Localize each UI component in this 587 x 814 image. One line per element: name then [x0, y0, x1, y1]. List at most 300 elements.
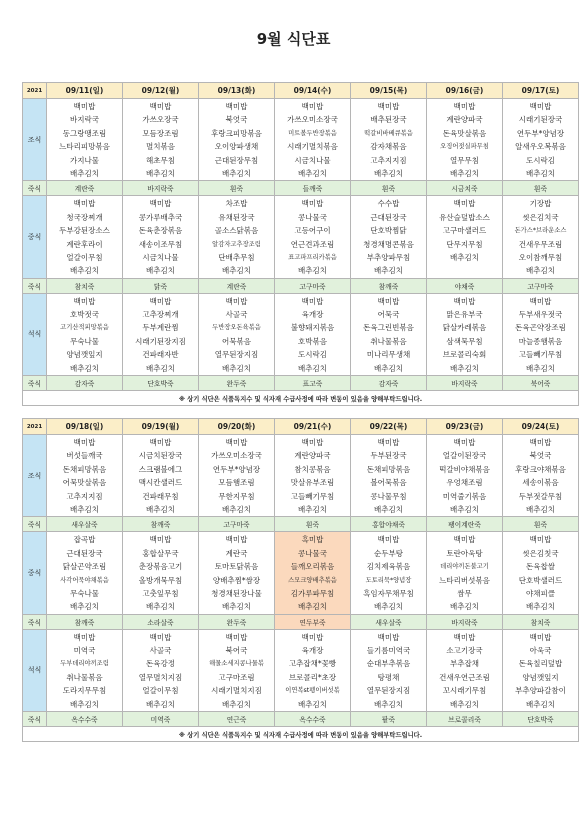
breakfast-label: 조식 — [23, 435, 47, 517]
menu-item: 모듬장조림 — [142, 128, 179, 138]
lunch-day-cell — [275, 196, 351, 278]
date-header: 09/21(수) — [275, 419, 351, 435]
menu-item: 백미밥 — [453, 199, 476, 209]
dinner-day-cell — [47, 293, 123, 375]
lunch-label: 중식 — [23, 532, 47, 614]
menu-item: 시래기된장국 — [518, 115, 563, 125]
menu-item: 배추김치 — [450, 363, 479, 373]
juk-cell: 완두죽 — [199, 614, 275, 629]
menu-item: 무한지무침 — [218, 491, 255, 501]
dinner-day-cell — [275, 629, 351, 711]
juk-cell: 닭죽 — [123, 278, 199, 293]
menu-item: 아욱국 — [529, 646, 552, 656]
juk-cell: 브로콜리죽 — [427, 712, 503, 727]
year-label: 2021 — [23, 419, 47, 435]
menu-item: 근대된장국 — [66, 548, 103, 558]
menu-item: 동그랑땡조림 — [62, 128, 107, 138]
dinner-label: 석식 — [23, 293, 47, 375]
breakfast-day-cell — [275, 435, 351, 517]
dinner-juk-row — [23, 376, 579, 391]
menu-item: 사골국 — [149, 646, 172, 656]
menu-item: 유산슬덮밥소스 — [439, 212, 490, 222]
menu-item: 삼색묵무침 — [446, 336, 483, 346]
juk-cell: 야채죽 — [427, 278, 503, 293]
menu-item: 백미밥 — [453, 632, 476, 642]
menu-item: 배추김치 — [374, 699, 403, 709]
menu-item: 배추된장국 — [370, 115, 407, 125]
dinner-label: 석식 — [23, 629, 47, 711]
menu-item: 후랑크피망볶음 — [211, 128, 262, 138]
juk-cell: 팽이계란죽 — [427, 517, 503, 532]
menu-item: 시금치된장국 — [138, 451, 183, 461]
menu-item: 도시락김 — [526, 155, 555, 165]
menu-item: 맥시칸샐러드 — [138, 478, 183, 488]
juk-cell: 흰죽 — [351, 181, 427, 196]
menu-item: 배추김치 — [526, 363, 555, 373]
menu-item: 배추김치 — [222, 699, 251, 709]
menu-item: 순두부탕 — [374, 548, 403, 558]
menu-item: 배추김치 — [526, 168, 555, 178]
menu-item: 고들빼기무침 — [518, 350, 563, 360]
menu-item: 백미밥 — [225, 632, 248, 642]
juk-cell: 들깨죽 — [275, 181, 351, 196]
date-header: 09/19(월) — [123, 419, 199, 435]
juk-cell: 단호박죽 — [503, 712, 579, 727]
menu-item: 배추김치 — [222, 168, 251, 178]
lunch-day-cell — [123, 196, 199, 278]
menu-item: 단호박샐러드 — [518, 575, 563, 585]
menu-item: 고추지지짐 — [66, 491, 103, 501]
menu-item: 닭살카레볶음 — [442, 323, 487, 333]
juk-cell: 연근죽 — [199, 712, 275, 727]
menu-item: 백미밥 — [301, 438, 324, 447]
menu-item: 무숙나물 — [70, 336, 99, 346]
date-header: 09/22(목) — [351, 419, 427, 435]
menu-item: 배추김치 — [146, 363, 175, 373]
menu-item: 흑임자무채무침 — [363, 588, 414, 598]
menu-item: 두부강된장소스 — [59, 226, 110, 236]
juk-cell: 흰죽 — [199, 181, 275, 196]
menu-item: 얼갈이무침 — [66, 252, 103, 262]
juk-cell: 참치죽 — [47, 278, 123, 293]
juk-cell: 참깨죽 — [47, 614, 123, 629]
week-2-table — [22, 418, 579, 742]
menu-item: 배추김치 — [526, 602, 555, 612]
lunch-row — [23, 532, 579, 614]
menu-item: 배추김치 — [450, 168, 479, 178]
dinner-day-cell — [199, 629, 275, 711]
menu-item: 브로콜리숙회 — [442, 350, 487, 360]
menu-item: 연두부*양념장 — [212, 464, 261, 474]
menu-item: 백미밥 — [453, 296, 476, 306]
menu-item: 표고파프리카볶음 — [288, 253, 337, 261]
breakfast-day-cell — [427, 435, 503, 517]
lunch-label: 중식 — [23, 196, 47, 278]
menu-item: 우엉채조림 — [446, 478, 483, 488]
juk-cell: 옥수수죽 — [275, 712, 351, 727]
menu-item: 호박젓국 — [70, 310, 99, 320]
lunch-day-cell — [123, 532, 199, 614]
date-header: 09/14(수) — [275, 83, 351, 99]
menu-item: 고춧잎무침 — [142, 588, 179, 598]
menu-item: 육개장 — [301, 310, 324, 320]
menu-item: 고구마조림 — [218, 672, 255, 682]
menu-item: 돈육칠리덮밥 — [518, 659, 563, 669]
menu-item: 배추김치 — [526, 504, 555, 514]
menu-item: 들깨오리볶음 — [290, 562, 335, 572]
breakfast-label: 조식 — [23, 99, 47, 181]
menu-item: 돈육맛살볶음 — [442, 128, 487, 138]
juk-cell: 참깨죽 — [123, 517, 199, 532]
menu-item: 호박볶음 — [298, 336, 327, 346]
date-header-row — [23, 419, 579, 435]
menu-item: 백미밥 — [149, 438, 172, 447]
date-header: 09/15(목) — [351, 83, 427, 99]
menu-item: 배추김치 — [146, 504, 175, 514]
lunch-day-cell — [351, 532, 427, 614]
date-header: 09/17(토) — [503, 83, 579, 99]
juk-label: 죽식 — [23, 614, 47, 629]
menu-item: 백미밥 — [529, 102, 552, 111]
breakfast-juk-row — [23, 517, 579, 532]
menu-item: 기장밥 — [529, 199, 552, 209]
menu-item: 가지나물 — [70, 155, 99, 165]
menu-item: 오징어젓실파무침 — [440, 143, 489, 151]
menu-item: 미역줄기볶음 — [442, 491, 487, 501]
menu-item: 청국장찌개 — [66, 212, 103, 222]
menu-item: 청경채된장나물 — [211, 588, 262, 598]
menu-item: 백미밥 — [225, 296, 248, 306]
menu-item: 백미밥 — [73, 102, 96, 111]
menu-item: 건파래무침 — [142, 491, 179, 501]
date-header: 09/16(금) — [427, 83, 503, 99]
menu-item: 배추김치 — [298, 363, 327, 373]
menu-item: 백미밥 — [225, 535, 248, 545]
menu-item: 맑은유부국 — [446, 310, 483, 320]
menu-item: 모듬햄조림 — [218, 478, 255, 488]
lunch-day-cell — [427, 196, 503, 278]
menu-item: 백미밥 — [377, 438, 400, 447]
menu-item: 백미밥 — [529, 438, 552, 447]
menu-item: 이연복st펭이버섯볶 — [285, 687, 340, 695]
juk-cell: 새우살죽 — [47, 517, 123, 532]
menu-item: 배추김치 — [374, 363, 403, 373]
menu-item: 참치콩볶음 — [294, 464, 331, 474]
menu-item: 북엇국 — [529, 451, 552, 461]
menu-item: 배추김치 — [298, 699, 327, 709]
menu-item: 탕평채 — [377, 672, 400, 682]
menu-item: 스모크양배추볶음 — [288, 576, 337, 584]
juk-cell: 흰죽 — [503, 517, 579, 532]
juk-cell: 미역죽 — [123, 712, 199, 727]
menu-item: 두반장오돈육볶음 — [212, 324, 261, 332]
juk-label: 죽식 — [23, 712, 47, 727]
juk-cell: 바지락죽 — [123, 181, 199, 196]
menu-item: 돈채피망볶음 — [62, 464, 107, 474]
menu-item: 배추김치 — [222, 363, 251, 373]
menu-item: 시래기된장지짐 — [135, 336, 186, 346]
juk-cell: 계란죽 — [199, 278, 275, 293]
lunch-day-cell — [503, 196, 579, 278]
menu-item: 건새우무조림 — [518, 239, 563, 249]
juk-cell: 북어죽 — [503, 376, 579, 391]
menu-item: 야채피클 — [526, 588, 555, 598]
menu-item: 백미밥 — [529, 296, 552, 306]
breakfast-day-cell — [199, 99, 275, 181]
menu-item: 올방개묵무침 — [138, 575, 183, 585]
menu-item: 배추김치 — [374, 168, 403, 178]
menu-item: 도토리묵*양념장 — [365, 576, 412, 584]
dinner-day-cell — [427, 293, 503, 375]
juk-cell: 감자죽 — [47, 376, 123, 391]
juk-cell: 소라살죽 — [123, 614, 199, 629]
juk-cell: 감자죽 — [351, 376, 427, 391]
menu-item: 씻은김칫국 — [522, 548, 559, 558]
menu-item: 배추김치 — [298, 602, 327, 612]
juk-cell: 표고죽 — [275, 376, 351, 391]
menu-item: 배추김치 — [298, 266, 327, 276]
menu-item: 단무지무침 — [446, 239, 483, 249]
menu-item: 두부데리야끼조림 — [60, 660, 109, 668]
menu-item: 볼어묵볶음 — [370, 478, 407, 488]
menu-item: 데리야끼돈불고기 — [440, 563, 489, 571]
menu-item: 백미밥 — [149, 199, 172, 209]
menu-item: 단호박찜닭 — [370, 226, 407, 236]
menu-item: 배추김치 — [70, 504, 99, 514]
notice-text: ※ 상기 식단은 식품독지수 및 식자재 수급사정에 따라 변동이 있음을 양해부탁드립니다. — [23, 727, 579, 742]
menu-item: 열무된장지짐 — [214, 350, 259, 360]
breakfast-juk-row — [23, 181, 579, 196]
breakfast-day-cell — [351, 99, 427, 181]
menu-item: 미나리무생채 — [366, 350, 411, 360]
menu-item: 가쓰오장국 — [142, 115, 179, 125]
menu-item: 배추김치 — [146, 168, 175, 178]
breakfast-row — [23, 99, 579, 181]
menu-item: 열무멸치지짐 — [138, 672, 183, 682]
breakfast-day-cell — [47, 99, 123, 181]
menu-item: 백미밥 — [149, 632, 172, 642]
menu-item: 잡곡밥 — [73, 535, 96, 545]
menu-item: 마늘종햄볶음 — [518, 336, 563, 346]
breakfast-day-cell — [503, 99, 579, 181]
menu-item: 멸치볶음 — [146, 142, 175, 152]
menu-item: 시금치나물 — [142, 252, 179, 262]
date-header: 09/11(일) — [47, 83, 123, 99]
menu-item: 배추김치 — [70, 602, 99, 612]
menu-item: 취나물볶음 — [370, 336, 407, 346]
menu-item: 고들빼기무침 — [290, 491, 335, 501]
menu-item: 연두부*양념장 — [516, 128, 565, 138]
menu-item: 콩가루배추국 — [138, 212, 183, 222]
lunch-day-cell — [427, 532, 503, 614]
dinner-day-cell — [47, 629, 123, 711]
menu-item: 백미밥 — [301, 102, 324, 111]
dinner-day-cell — [351, 293, 427, 375]
menu-item: 계란후라이 — [66, 239, 103, 249]
menu-item: 백미밥 — [73, 632, 96, 642]
menu-item: 감자채볶음 — [370, 142, 407, 152]
dinner-day-cell — [351, 629, 427, 711]
menu-item: 고구마샐러드 — [442, 226, 487, 236]
menu-item: 수수밥 — [377, 199, 400, 209]
dinner-row — [23, 629, 579, 711]
breakfast-day-cell — [275, 99, 351, 181]
menu-item: 떡갈비야채볶음 — [439, 464, 490, 474]
menu-item: 들기름미역국 — [366, 646, 411, 656]
dinner-juk-row — [23, 712, 579, 727]
menu-item: 배추김치 — [450, 699, 479, 709]
menu-item: 돈채피망볶음 — [366, 464, 411, 474]
menu-item: 고기산적피망볶음 — [60, 324, 109, 332]
juk-cell: 연두부죽 — [275, 614, 351, 629]
breakfast-day-cell — [47, 435, 123, 517]
menu-item: 배추김치 — [450, 602, 479, 612]
menu-item: 어묵볶음 — [222, 336, 251, 346]
date-header: 09/18(일) — [47, 419, 123, 435]
menu-item: 백미밥 — [301, 199, 324, 209]
year-label: 2021 — [23, 83, 47, 99]
menu-item: 백미밥 — [225, 438, 248, 447]
juk-cell: 흰죽 — [503, 181, 579, 196]
menu-item: 백미밥 — [377, 102, 400, 111]
menu-item: 백미밥 — [73, 296, 96, 306]
date-header: 09/23(금) — [427, 419, 503, 435]
menu-item: 건새우연근조림 — [439, 672, 490, 682]
menu-item: 해물소세지콩나물볶 — [209, 660, 264, 668]
menu-item: 열무무침 — [450, 155, 479, 165]
lunch-juk-row — [23, 278, 579, 293]
menu-item: 유채된장국 — [218, 212, 255, 222]
menu-item: 배추김치 — [70, 168, 99, 178]
menu-item: 브로콜리*초장 — [288, 672, 337, 682]
juk-label: 죽식 — [23, 517, 47, 532]
menu-item: 씻은김치국 — [522, 212, 559, 222]
menu-item: 후랑크야채볶음 — [515, 464, 566, 474]
date-header-row — [23, 83, 579, 99]
menu-item: 가쓰오미소장국 — [211, 451, 262, 461]
menu-item: 알새우오복볶음 — [515, 142, 566, 152]
juk-label: 죽식 — [23, 181, 47, 196]
breakfast-day-cell — [123, 99, 199, 181]
menu-item: 콩나물국 — [298, 212, 327, 222]
menu-item: 백미밥 — [453, 535, 476, 545]
menu-item: 청경채명콘볶음 — [363, 239, 414, 249]
menu-item: 시금치나물 — [294, 155, 331, 165]
menu-item: 육개장 — [301, 646, 324, 656]
menu-item: 두부젓갈무침 — [518, 491, 563, 501]
menu-item: 고등어구이 — [294, 226, 331, 236]
menu-item: 사각어묵야채볶음 — [60, 576, 109, 584]
menu-item: 백미밥 — [301, 296, 324, 306]
dinner-row — [23, 293, 579, 375]
menu-item: 백미밥 — [377, 296, 400, 306]
menu-item: 차조밥 — [225, 199, 248, 209]
menu-item: 닭살곤약조림 — [62, 562, 107, 572]
menu-item: 계란국 — [225, 548, 248, 558]
menu-item: 느타리버섯볶음 — [439, 575, 490, 585]
menu-item: 백미밥 — [73, 438, 96, 447]
menu-item: 백미밥 — [149, 535, 172, 545]
menu-item: 돈육춘장볶음 — [138, 226, 183, 236]
menu-item: 도시락김 — [298, 350, 327, 360]
menu-item: 부추잡채 — [450, 659, 479, 669]
menu-item: 양배추찜*쌈장 — [212, 575, 261, 585]
notice-row — [23, 391, 579, 406]
menu-item: 미역국 — [73, 646, 96, 656]
dinner-day-cell — [275, 293, 351, 375]
lunch-day-cell — [275, 532, 351, 614]
date-header: 09/24(토) — [503, 419, 579, 435]
menu-item: 부추양파무침 — [366, 252, 411, 262]
notice-text: ※ 상기 식단은 식품독지수 및 식자재 수급사정에 따라 변동이 있음을 양해부탁드립니다. — [23, 391, 579, 406]
menu-item: 배추김치 — [298, 168, 327, 178]
menu-item: 북어국 — [225, 646, 248, 656]
menu-item: 배추김치 — [222, 602, 251, 612]
menu-item: 맛살유부조림 — [290, 478, 335, 488]
menu-item: 배추김치 — [222, 504, 251, 514]
juk-cell: 흰죽 — [275, 517, 351, 532]
menu-item: 떡갈비바베큐볶음 — [364, 129, 413, 137]
menu-item: 쌈무 — [457, 588, 472, 598]
menu-item: 배추김치 — [374, 504, 403, 514]
menu-item: 배추김치 — [374, 266, 403, 276]
menu-item: 취나물볶음 — [66, 672, 103, 682]
menu-item: 양념깻잎지 — [66, 350, 103, 360]
lunch-day-cell — [47, 532, 123, 614]
menu-item: 백미밥 — [225, 102, 248, 111]
menu-item: 양념깻잎지 — [522, 672, 559, 682]
menu-item: 단배추무침 — [218, 252, 255, 262]
menu-item: 두부된장국 — [370, 451, 407, 461]
menu-item: 세송이볶음 — [522, 478, 559, 488]
juk-cell: 고구마죽 — [503, 278, 579, 293]
menu-item: 배추김치 — [374, 602, 403, 612]
menu-item: 배추김치 — [526, 266, 555, 276]
juk-cell: 완두죽 — [199, 376, 275, 391]
menu-item: 오이양파생채 — [214, 142, 259, 152]
menu-item: 배추김치 — [146, 266, 175, 276]
dinner-day-cell — [123, 629, 199, 711]
menu-item: 고추장찌개 — [142, 310, 179, 320]
lunch-juk-row — [23, 614, 579, 629]
menu-item: 백미밥 — [149, 296, 172, 306]
menu-item: 오이참깨무침 — [518, 252, 563, 262]
menu-item: 배추김치 — [450, 252, 479, 262]
menu-item: 두부새우젓국 — [518, 310, 563, 320]
menu-item: 열무된장지짐 — [366, 686, 411, 696]
menu-item: 불향돼지볶음 — [290, 323, 335, 333]
lunch-day-cell — [199, 196, 275, 278]
menu-item: 백미밥 — [529, 632, 552, 642]
breakfast-day-cell — [123, 435, 199, 517]
menu-item: 백미밥 — [377, 632, 400, 642]
juk-cell: 바지락죽 — [427, 614, 503, 629]
juk-cell: 새우살죽 — [351, 614, 427, 629]
menu-item: 부추양파갈참이 — [515, 686, 566, 696]
menu-item: 새송이조무침 — [138, 239, 183, 249]
menu-item: 돈육그린빈볶음 — [363, 323, 414, 333]
breakfast-day-cell — [351, 435, 427, 517]
date-header: 09/20(화) — [199, 419, 275, 435]
menu-item: 흑미밥 — [301, 535, 324, 545]
menu-item: 배추김치 — [298, 504, 327, 514]
dinner-day-cell — [199, 293, 275, 375]
juk-cell: 고구마죽 — [275, 278, 351, 293]
juk-cell: 옥수수죽 — [47, 712, 123, 727]
menu-item: 무숙나물 — [70, 588, 99, 598]
menu-item: 북엇국 — [225, 115, 248, 125]
menu-item: 고추잡채*꽃빵 — [288, 659, 337, 669]
